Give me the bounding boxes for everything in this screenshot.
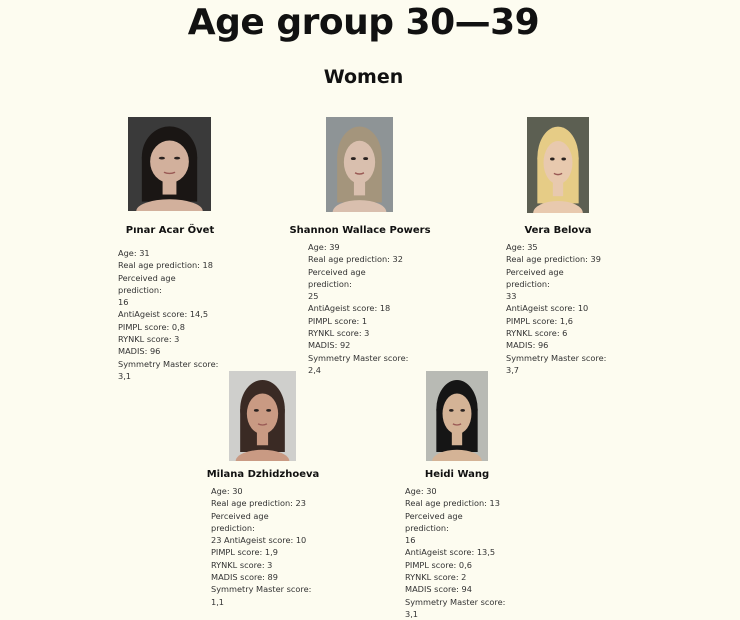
stat-line: Real age prediction: 32 — [308, 254, 403, 265]
stat-line: Real age prediction: 23 — [211, 498, 306, 509]
stat-line: MADIS score: 89 — [211, 572, 278, 583]
stat-line: 33 — [506, 291, 517, 302]
stat-line: 16 — [118, 297, 129, 308]
person-stats — [506, 241, 610, 376]
person-name: Vera Belova — [524, 225, 592, 236]
stat-line: RYNKL score: 6 — [506, 328, 568, 339]
stat-line: Perceived age prediction: — [118, 272, 176, 295]
stat-line: Real age prediction: 39 — [506, 254, 601, 265]
stat-line: MADIS: 92 — [308, 340, 351, 351]
person-name: Milana Dzhidzhoeva — [206, 469, 320, 480]
person-photo — [527, 117, 589, 213]
stat-line: MADIS score: 94 — [405, 584, 472, 595]
stat-line: PIMPL score: 1 — [308, 315, 368, 326]
stat-line: RYNKL score: 3 — [308, 328, 370, 339]
person-stats — [308, 241, 412, 376]
stat-line: PIMPL score: 0,6 — [405, 559, 472, 570]
stat-line: 3,1 — [405, 608, 419, 619]
person-photo — [128, 117, 211, 211]
person-photo — [326, 117, 393, 212]
person-photo — [229, 371, 296, 461]
stat-line: Perceived age prediction: — [211, 510, 269, 533]
stat-line: MADIS: 96 — [506, 340, 549, 351]
stat-line: Symmetry Master score: — [405, 596, 506, 607]
stat-line: Perceived age prediction: — [506, 266, 564, 289]
page-title: Age group 30—39 — [187, 2, 540, 43]
stat-line: PIMPL score: 1,9 — [211, 547, 278, 558]
stat-line: PIMPL score: 0,8 — [118, 321, 185, 332]
stat-line: Perceived age prediction: — [308, 266, 366, 289]
stat-line: Age: 39 — [308, 242, 340, 252]
stat-line: Real age prediction: 13 — [405, 498, 500, 509]
stat-line: RYNKL score: 2 — [405, 572, 467, 583]
person-name: Heidi Wang — [424, 469, 490, 480]
stat-line: MADIS: 96 — [118, 346, 161, 357]
stat-line: 3,7 — [506, 364, 520, 375]
person-stats — [405, 485, 509, 620]
stat-line: Real age prediction: 18 — [118, 260, 213, 271]
stat-line: Age: 30 — [405, 486, 437, 496]
stat-line: 23 AntiAgeist score: 10 — [211, 535, 307, 546]
person-photo — [426, 371, 488, 461]
stat-line: RYNKL score: 3 — [118, 334, 180, 345]
stat-line: 1,1 — [211, 596, 225, 607]
stat-line: Symmetry Master score: — [211, 584, 312, 595]
stat-line: RYNKL score: 3 — [211, 559, 273, 570]
person-name: Pınar Acar Övet — [125, 225, 215, 236]
stat-line: AntiAgeist score: 13,5 — [405, 547, 496, 558]
stat-line: 25 — [308, 291, 319, 302]
stat-line: Symmetry Master score: — [308, 352, 409, 363]
person-name: Shannon Wallace Powers — [289, 225, 431, 236]
person-stats — [118, 247, 222, 382]
person-stats — [211, 485, 315, 608]
stat-line: AntiAgeist score: 14,5 — [118, 309, 209, 320]
stat-line: PIMPL score: 1,6 — [506, 315, 573, 326]
stat-line: Age: 30 — [211, 486, 243, 496]
stat-line: Perceived age prediction: — [405, 510, 463, 533]
stat-line: AntiAgeist score: 18 — [308, 303, 391, 314]
stat-line: AntiAgeist score: 10 — [506, 303, 589, 314]
stat-line: Age: 35 — [506, 242, 538, 252]
section-title: Women — [323, 66, 404, 88]
stat-line: 2,4 — [308, 364, 322, 375]
stat-line: 16 — [405, 535, 416, 546]
stat-line: Symmetry Master score: — [506, 352, 607, 363]
stat-line: 3,1 — [118, 370, 132, 381]
stat-line: Symmetry Master score: — [118, 358, 219, 369]
stat-line: Age: 31 — [118, 248, 150, 258]
